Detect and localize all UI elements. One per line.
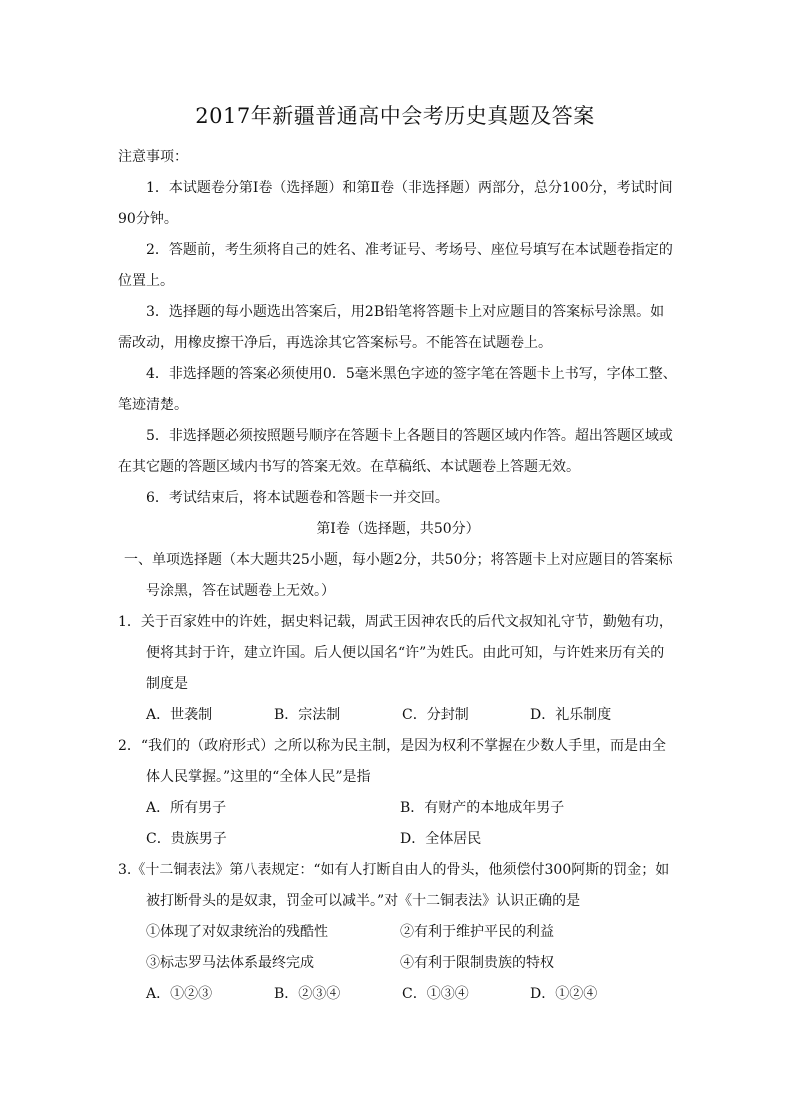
notice-item-1: 1．本试题卷分第Ⅰ卷（选择题）和第Ⅱ卷（非选择题）两部分，总分100分，考试时间90分钟。 — [118, 180, 673, 227]
notice-item-5: 5．非选择题必须按照题号顺序在答题卡上各题目的答题区域内作答。超出答题区域或在其它题的答题区域内书写的答案无效。在草稿纸、本试题卷上答题无效。 — [118, 428, 673, 475]
notice-item-4: 4．非选择题的答案必须使用0．5毫米黑色字迹的签字笔在答题卡上书写，字体工整、笔迹清楚。 — [118, 366, 677, 413]
option-c: C．贵族男子 — [146, 831, 227, 847]
notice-item-6: 6．考试结束后，将本试题卷和答题卡一并交回。 — [146, 490, 449, 506]
statements-row — [118, 948, 678, 979]
question-stem: 2．“我们的（政府形式）之所以称为民主制，是因为权利不掌握在少数人手里，而是由全体人民掌握。”这里的“全体人民”是指 — [118, 738, 667, 785]
notice-item-2: 2．答题前，考生须将自己的姓名、准考证号、考场号、座位号填写在本试题卷指定的位置上。 — [118, 242, 673, 289]
question-1 — [118, 607, 678, 731]
notice-heading: 注意事项： — [118, 149, 188, 165]
statements-row — [118, 917, 678, 948]
option-b: B．②③④ — [274, 986, 341, 1002]
option-a: A．①②③ — [146, 986, 213, 1002]
document-body — [118, 142, 678, 1010]
part-heading: 一、单项选择题（本大题共25小题，每小题2分，共50分；将答题卡上对应题目的答案标号涂黑，答在试题卷上无效。） — [124, 552, 673, 599]
option-d: D．①②④ — [530, 986, 598, 1002]
options-row — [118, 700, 678, 731]
question-2 — [118, 731, 678, 855]
options-row — [118, 824, 678, 855]
question-stem: 3.《十二铜表法》第八表规定：“如有人打断自由人的骨头，他须偿付300阿斯的罚金；如被打断骨头的是奴隶，罚金可以减半。”对《十二铜表法》认识正确的是 — [118, 862, 670, 909]
option-c: C．分封制 — [402, 707, 469, 723]
option-c: C．①③④ — [402, 986, 469, 1002]
question-3 — [118, 855, 678, 1010]
page-title: 2017年新疆普通高中会考历史真题及答案 — [195, 104, 595, 128]
options-row — [118, 793, 678, 824]
notice-item-3: 3．选择题的每小题选出答案后，用2B铅笔将答题卡上对应题目的答案标号涂黑。如需改动，用橡皮擦干净后，再选涂其它答案标号。不能答在试题卷上。 — [118, 304, 665, 351]
statement-2: ②有利于维护平民的利益 — [400, 924, 554, 940]
statement-1: ①体现了对奴隶统治的残酷性 — [146, 924, 328, 940]
options-row — [118, 979, 678, 1010]
option-a: A．世袭制 — [146, 707, 213, 723]
option-a: A．所有男子 — [146, 800, 227, 816]
option-b: B．宗法制 — [274, 707, 341, 723]
question-stem: 1．关于百家姓中的许姓，据史料记载，周武王因神农氏的后代文叔知礼守节，勤勉有功，便将其封于许，建立许国。后人便以国名“许”为姓氏。由此可知，与许姓来历有关的制度是 — [118, 614, 673, 692]
statement-4: ④有利于限制贵族的特权 — [400, 955, 554, 971]
option-d: D．全体居民 — [400, 831, 482, 847]
statement-3: ③标志罗马法体系最终完成 — [146, 955, 314, 971]
option-d: D．礼乐制度 — [530, 707, 612, 723]
option-b: B．有财产的本地成年男子 — [400, 800, 565, 816]
section-title: 第Ⅰ卷（选择题，共50分） — [316, 521, 480, 537]
